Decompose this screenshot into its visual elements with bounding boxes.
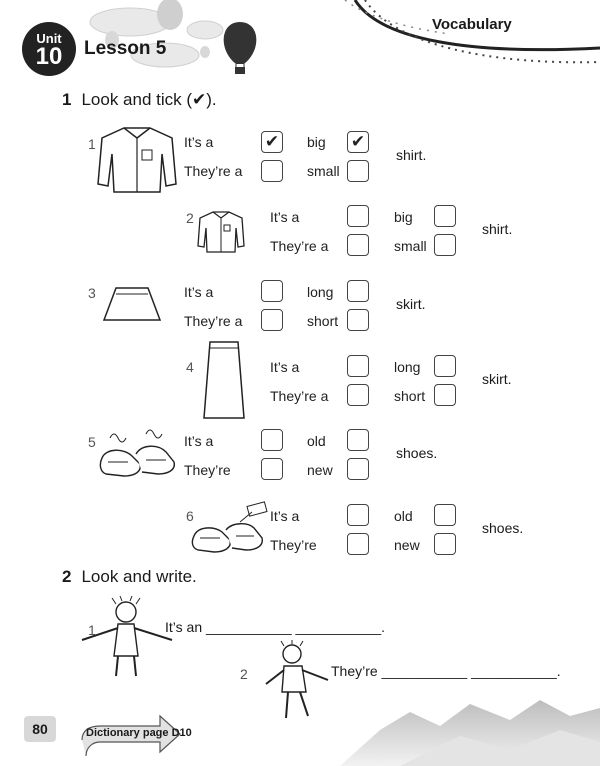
tick-box[interactable]: ✔ [347,131,369,153]
noun-label: shoes. [482,520,524,536]
scarecrow-illustration [262,640,332,722]
tick-box[interactable] [434,384,456,406]
noun-label: skirt. [482,371,512,387]
row1-label: It’s a [270,508,300,524]
row1-label: It’s a [270,209,300,225]
tick-box[interactable] [261,309,283,331]
lesson-title: Lesson 5 [84,38,167,59]
tick-box[interactable] [434,205,456,227]
unit-badge [22,22,76,76]
tick-box[interactable] [347,234,369,256]
exercise2-title: Look and write. [81,567,197,586]
item-number: 6 [186,508,194,524]
tick-box[interactable]: ✔ [261,131,283,153]
exercise2-heading [62,567,197,587]
tick-box[interactable] [347,384,369,406]
long-skirt-illustration [200,338,248,422]
exercise1-title: Look and tick (✔). [81,90,217,109]
unit-number: 10 [35,43,63,70]
section-title: Vocabulary [432,16,512,33]
exercise2-number: 2 [62,567,72,586]
noun-label: shirt. [396,147,427,163]
item-number: 1 [88,136,96,152]
exercise1-heading [62,90,217,110]
tick-box[interactable] [347,280,369,302]
adjective-label: long [394,359,421,375]
noun-label: shoes. [396,445,438,461]
tick-box[interactable] [347,205,369,227]
tick-box[interactable] [347,458,369,480]
tick-box[interactable] [434,504,456,526]
row2-label: They’re a [270,388,329,404]
row1-label: It’s a [184,433,214,449]
row1-label: It’s a [270,359,300,375]
exercise1-number: 1 [62,90,72,109]
mountain-decoration [340,690,600,766]
adjective-label: big [307,134,326,150]
write-line[interactable]: They’re ___________ ___________. [331,663,561,679]
tick-box[interactable] [347,429,369,451]
row1-label: It’s a [184,134,214,150]
write-line[interactable]: It’s an ___________ ___________. [165,619,386,635]
row1-label: It’s a [184,284,214,300]
adjective-label: long [307,284,334,300]
unit-label: Unit [36,31,62,46]
adjective-label: short [307,313,339,329]
adjective-label: small [394,238,427,254]
item-number: 1 [88,622,96,638]
item-number: 3 [88,285,96,301]
item-number: 5 [88,434,96,450]
noun-label: skirt. [396,296,426,312]
tick-box[interactable] [261,280,283,302]
page-number: 80 [24,716,56,742]
adjective-label: short [394,388,426,404]
adjective-label: small [307,163,340,179]
new-shoes-illustration [190,500,272,558]
tick-box[interactable] [434,355,456,377]
row2-label: They’re [270,537,317,553]
row2-label: They’re a [270,238,329,254]
old-shoes-illustration [96,424,180,482]
adjective-label: new [394,537,420,553]
item-number: 4 [186,359,194,375]
row2-label: They’re [184,462,231,478]
tick-box[interactable] [261,458,283,480]
adjective-label: old [307,433,326,449]
tick-box[interactable] [434,533,456,555]
dictionary-link[interactable]: Dictionary page D10 [86,727,192,739]
adjective-label: new [307,462,333,478]
tick-box[interactable] [347,533,369,555]
short-skirt-illustration [102,284,162,326]
adjective-label: old [394,508,413,524]
tick-box[interactable] [261,429,283,451]
tick-box[interactable] [434,234,456,256]
adjective-label: big [394,209,413,225]
tick-box[interactable] [347,355,369,377]
row2-label: They’re a [184,163,243,179]
tick-box[interactable] [347,504,369,526]
item-number: 2 [186,210,194,226]
tick-box[interactable] [347,309,369,331]
row2-label: They’re a [184,313,243,329]
small-shirt-illustration [196,210,246,254]
noun-label: shirt. [482,221,513,237]
tick-box[interactable] [347,160,369,182]
scarecrow-illustration [78,596,176,680]
item-number: 2 [240,666,248,682]
big-shirt-illustration [96,124,178,196]
tick-box[interactable] [261,160,283,182]
